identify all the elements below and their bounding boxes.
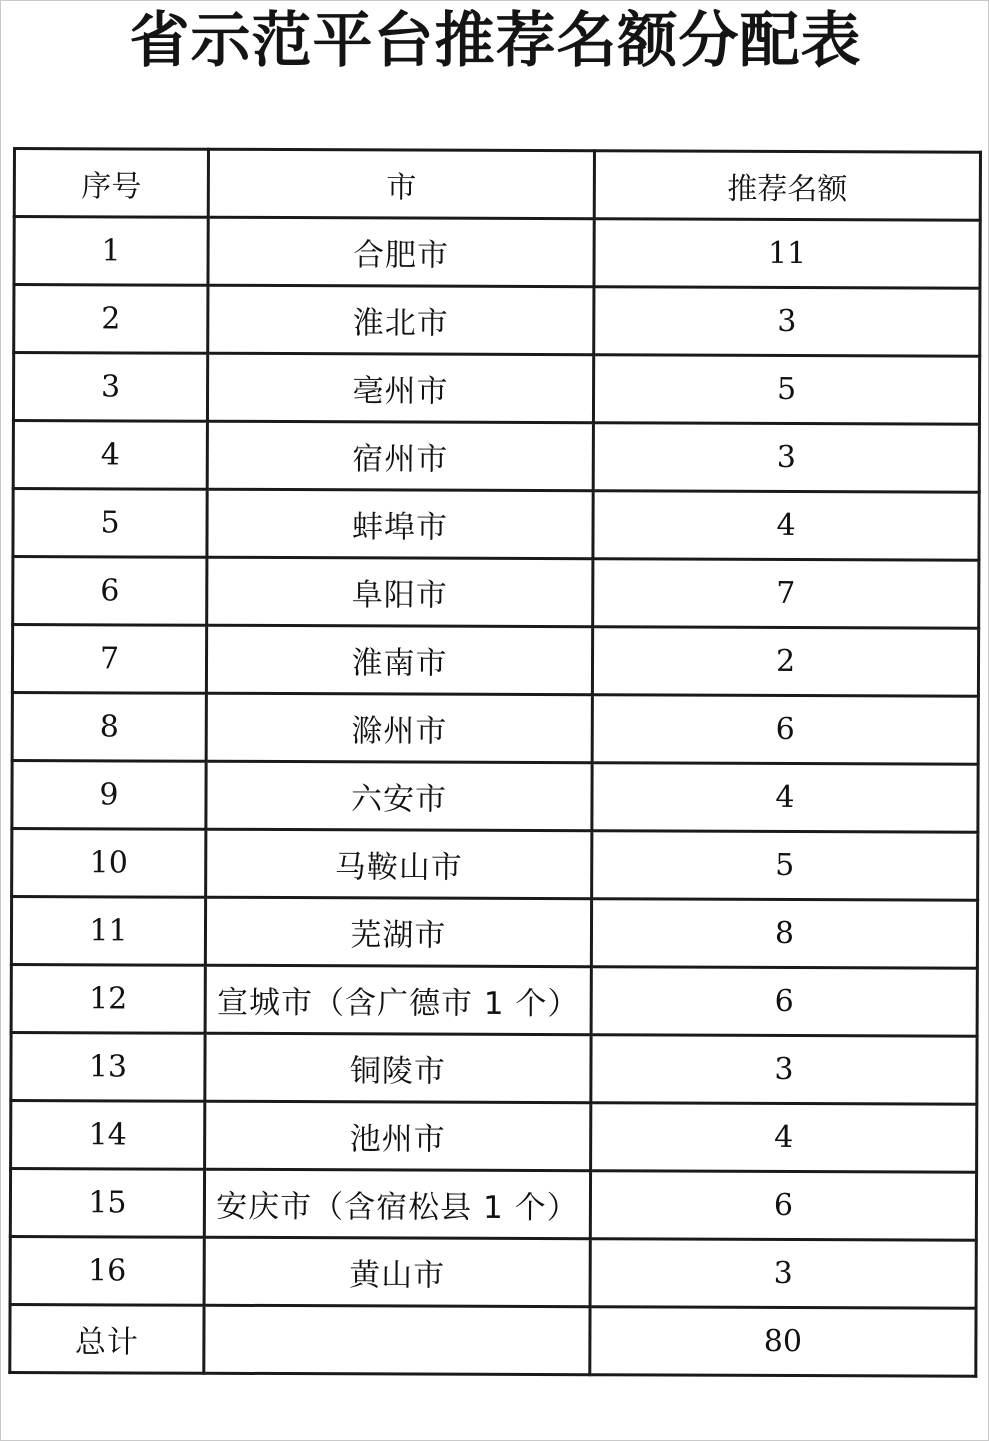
total-city-cell xyxy=(204,1305,590,1374)
cell-city: 合肥市 xyxy=(208,217,594,286)
cell-serial-number: 8 xyxy=(12,693,206,762)
cell-serial-number: 16 xyxy=(10,1236,204,1305)
cell-city: 阜阳市 xyxy=(207,557,593,626)
cell-city: 淮北市 xyxy=(208,285,594,354)
cell-quota: 8 xyxy=(591,899,977,968)
cell-quota: 3 xyxy=(591,1035,977,1104)
table-row xyxy=(12,761,978,833)
table-row xyxy=(12,625,978,697)
header-city: 市 xyxy=(208,149,594,218)
cell-quota: 6 xyxy=(590,1171,976,1240)
cell-serial-number: 2 xyxy=(14,285,208,354)
cell-quota: 4 xyxy=(591,1103,977,1172)
page-title: 省示范平台推荐名额分配表 xyxy=(129,6,862,76)
cell-quota: 3 xyxy=(594,287,980,356)
table-row xyxy=(11,964,977,1036)
total-quota: 80 xyxy=(590,1307,976,1376)
cell-serial-number: 12 xyxy=(11,964,205,1033)
cell-serial-number: 10 xyxy=(12,829,206,898)
table-total-row xyxy=(10,1304,976,1376)
cell-quota: 2 xyxy=(592,627,978,696)
header-serial-number: 序号 xyxy=(14,149,208,218)
cell-city: 六安市 xyxy=(206,761,592,830)
cell-quota: 7 xyxy=(593,559,979,628)
cell-serial-number: 6 xyxy=(13,557,207,626)
table-body xyxy=(10,217,980,1377)
cell-serial-number: 14 xyxy=(11,1100,205,1169)
cell-serial-number: 5 xyxy=(13,489,207,558)
cell-quota: 4 xyxy=(592,763,978,832)
cell-serial-number: 11 xyxy=(11,897,205,966)
cell-city: 蚌埠市 xyxy=(207,489,593,558)
cell-serial-number: 3 xyxy=(13,353,207,422)
cell-quota: 4 xyxy=(593,491,979,560)
table-row xyxy=(14,285,980,357)
cell-city: 黄山市 xyxy=(204,1237,590,1306)
cell-quota: 5 xyxy=(593,355,979,424)
table-row xyxy=(10,1236,976,1308)
cell-city: 淮南市 xyxy=(206,625,592,694)
cell-city: 铜陵市 xyxy=(205,1033,591,1102)
cell-serial-number: 13 xyxy=(11,1032,205,1101)
cell-city: 宿州市 xyxy=(207,421,593,490)
cell-quota: 3 xyxy=(590,1239,976,1308)
cell-serial-number: 7 xyxy=(12,625,206,694)
table-row xyxy=(11,1032,977,1104)
cell-city: 池州市 xyxy=(205,1101,591,1170)
total-label: 总计 xyxy=(10,1304,204,1373)
cell-city: 马鞍山市 xyxy=(206,829,592,898)
cell-city: 滁州市 xyxy=(206,693,592,762)
cell-city: 芜湖市 xyxy=(205,897,591,966)
cell-serial-number: 1 xyxy=(14,217,208,286)
cell-quota: 6 xyxy=(591,967,977,1036)
table-row xyxy=(10,1168,976,1240)
cell-city: 亳州市 xyxy=(207,353,593,422)
quota-table xyxy=(8,147,982,1378)
table-row xyxy=(11,1100,977,1172)
table-row xyxy=(12,693,978,765)
table-header-row xyxy=(14,149,980,221)
table-row xyxy=(13,353,979,425)
cell-city: 宣城市（含广德市 1 个） xyxy=(205,965,591,1034)
cell-quota: 6 xyxy=(592,695,978,764)
table-row xyxy=(11,897,977,969)
table-row xyxy=(13,421,979,493)
cell-serial-number: 4 xyxy=(13,421,207,490)
cell-city: 安庆市（含宿松县 1 个） xyxy=(204,1169,590,1238)
table-row xyxy=(13,489,979,561)
cell-serial-number: 9 xyxy=(12,761,206,830)
cell-quota: 5 xyxy=(592,831,978,900)
header-quota: 推荐名额 xyxy=(594,151,980,220)
cell-serial-number: 15 xyxy=(10,1168,204,1237)
table-row xyxy=(12,829,978,901)
table-row xyxy=(14,217,980,289)
cell-quota: 11 xyxy=(594,219,980,288)
cell-quota: 3 xyxy=(593,423,979,492)
table-row xyxy=(13,557,979,629)
